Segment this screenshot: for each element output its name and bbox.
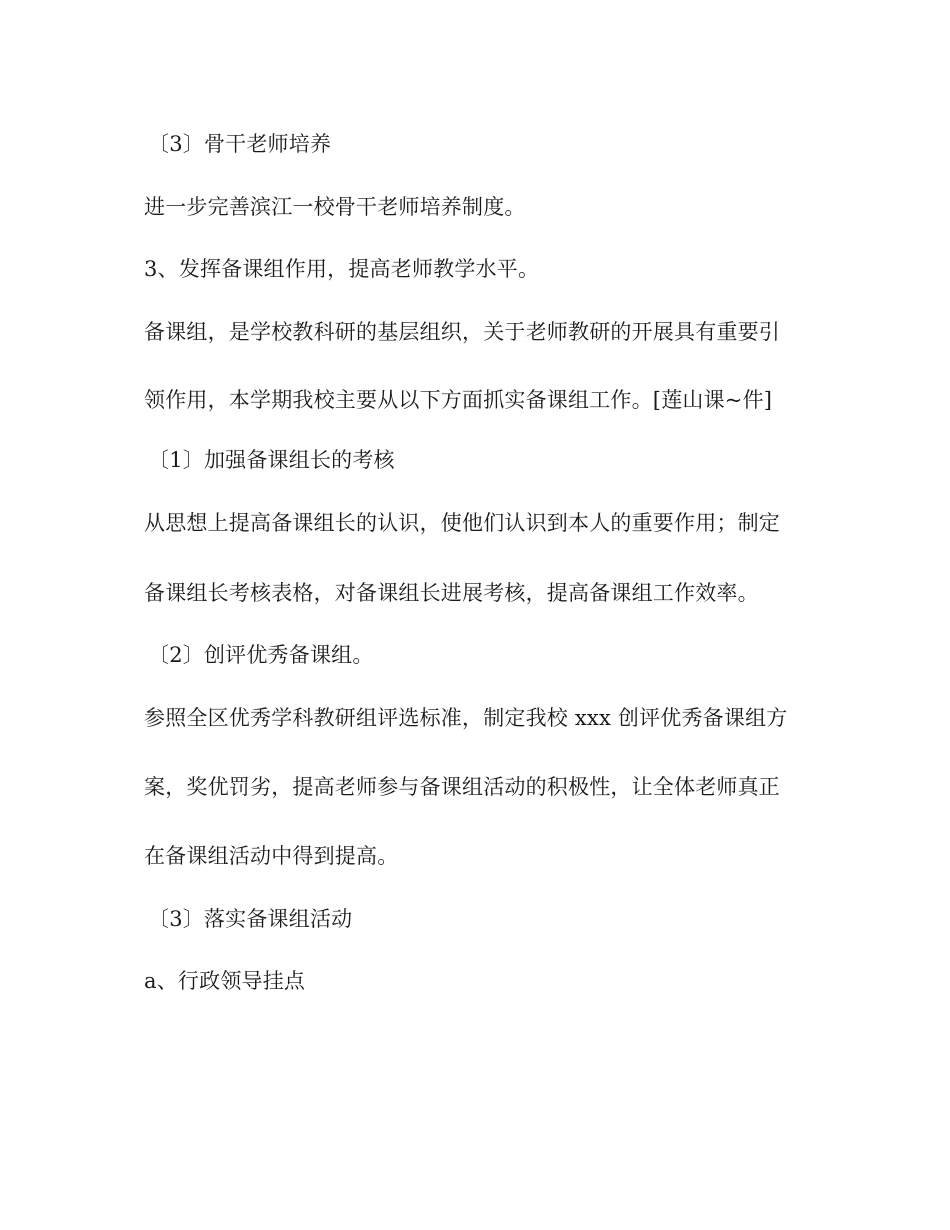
paragraph-line: 案，奖优罚劣，提高老师参与备课组活动的积极性，让全体老师真正 bbox=[144, 775, 780, 799]
paragraph-line: 参照全区优秀学科教研组评选标准，制定我校 xxx 创评优秀备课组方 bbox=[144, 706, 788, 730]
section-heading-lesson-prep-groups: 3、发挥备课组作用，提高老师教学水平。 bbox=[144, 257, 540, 281]
paragraph-line: 在备课组活动中得到提高。 bbox=[144, 844, 399, 868]
subheading-group-leader-assessment: 〔1〕加强备课组长的考核 bbox=[148, 448, 395, 472]
paragraph-line: 领作用，本学期我校主要从以下方面抓实备课组工作。[莲山课~件] bbox=[144, 388, 773, 412]
paragraph-line: 备课组，是学校教科研的基层组织，关于老师教研的开展具有重要引 bbox=[144, 320, 780, 344]
subheading-implement-activities: 〔3〕落实备课组活动 bbox=[148, 907, 353, 931]
paragraph-line: 从思想上提高备课组长的认识，使他们认识到本人的重要作用；制定 bbox=[144, 511, 780, 535]
subheading-excellent-groups: 〔2〕创评优秀备课组。 bbox=[148, 643, 374, 667]
list-item-admin-leaders: a、行政领导挂点 bbox=[144, 969, 306, 993]
subheading-backbone-teacher-training: 〔3〕骨干老师培养 bbox=[148, 132, 332, 156]
paragraph-line: 备课组长考核表格，对备课组长进展考核，提高备课组工作效率。 bbox=[144, 581, 759, 605]
paragraph-line: 进一步完善滨江一校骨干老师培养制度。 bbox=[144, 195, 526, 219]
